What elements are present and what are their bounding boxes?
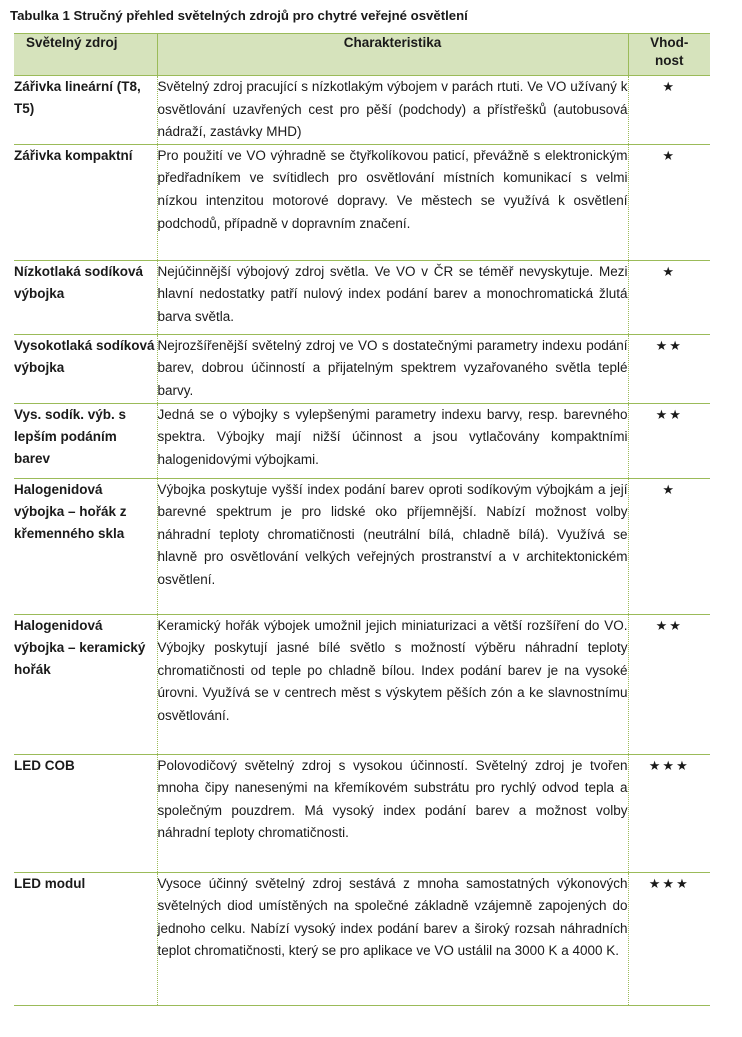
star-rating: ★★★ (628, 872, 710, 1005)
star-rating: ★★ (628, 614, 710, 754)
header-source: Světelný zdroj (14, 34, 157, 76)
table-row (14, 144, 710, 260)
table-row (14, 478, 710, 614)
star-rating: ★ (628, 76, 710, 145)
row-source: Vys. sodík. výb. s lepším podáním barev (14, 403, 157, 478)
row-source: LED COB (14, 754, 157, 872)
table-row (14, 614, 710, 754)
header-characteristic: Charakteristika (157, 34, 628, 76)
star-rating: ★★★ (628, 754, 710, 872)
light-sources-table (14, 33, 710, 1006)
row-description: Polovodičový světelný zdroj s vysokou účinností. Světelný zdroj je tvořen mnoha čipy nanesenými na křemíkovém substrátu pro rychlý odvod tepla a společným pouzdrem. Má vysoký index podání barev a možnost volby náhradní teploty chromatičnosti. (157, 754, 628, 872)
row-source: Zářivka kompaktní (14, 144, 157, 260)
table-row (14, 754, 710, 872)
table-row (14, 872, 710, 1005)
table-caption: Tabulka 1 Stručný přehled světelných zdrojů pro chytré veřejné osvětlení (10, 8, 468, 23)
row-description: Jedná se o výbojky s vylepšenými parametry indexu barvy, resp. barevného spektra. Výbojky mají nižší účinnost a jsou vytlačovány kompaktními halogenidovými výbojkami. (157, 403, 628, 478)
star-rating: ★★ (628, 334, 710, 403)
row-description: Pro použití ve VO výhradně se čtyřkolíkovou paticí, převážně s elektronickým předřadníkem ve svítidlech pro osvětlování místních komunikací s velmi nízkou intenzitou motorové dopravy. Ve městech se využívá k osvětlení podchodů, případně v dopravním značení. (157, 144, 628, 260)
table-row (14, 260, 710, 334)
row-source: Halogenidová výbojka – keramický hořák (14, 614, 157, 754)
table-header-row (14, 34, 710, 76)
table-row (14, 76, 710, 145)
row-description: Světelný zdroj pracující s nízkotlakým výbojem v parách rtuti. Ve VO užívaný k osvětlování uzavřených cest pro pěší (podchody) a přístřešků (autobusová nádraží, zastávky MHD) (157, 76, 628, 145)
star-rating: ★ (628, 144, 710, 260)
row-source: Vysokotlaká sodíková výbojka (14, 334, 157, 403)
row-description: Nejrozšířenější světelný zdroj ve VO s dostatečnými parametry indexu podání barev, dobrou účinností a přijatelným spektrem vyzařovaného světla teplé barvy. (157, 334, 628, 403)
header-suitability: Vhod- nost (628, 34, 710, 76)
row-description: Keramický hořák výbojek umožnil jejich miniaturizaci a větší rozšíření do VO. Výbojky poskytují jasné bílé světlo s možností výběru náhradní teploty chromatičnosti od teple po chladně bílou. Index podání barev je na vysoké úrovni. Využívá se v centrech měst s výskytem pěších zón a ke slavnostnímu osvětlování. (157, 614, 628, 754)
star-rating: ★ (628, 260, 710, 334)
row-source: LED modul (14, 872, 157, 1005)
row-description: Vysoce účinný světelný zdroj sestává z mnoha samostatných výkonových světelných diod umístěných na společné základně vzájemně zapojených do jednoho celku. Nabízí vysoký index podání barev a široký rozsah náhradních teplot chromatičnosti, který se pro aplikace ve VO ustálil na 3000 K a 4000 K. (157, 872, 628, 1005)
row-source: Nízkotlaká sodíková výbojka (14, 260, 157, 334)
table-row (14, 334, 710, 403)
row-description: Výbojka poskytuje vyšší index podání barev oproti sodíkovým výbojkám a její barevné spektrum je pro lidské oko příjemnější. Nabízí možnost volby náhradní teploty chromatičnosti (neutrální bílá, chladně bílá). Využívá se hlavně pro osvětlování velkých veřejných prostranství a v architektonickém osvětlení. (157, 478, 628, 614)
row-source: Halogenidová výbojka – hořák z křemenného skla (14, 478, 157, 614)
star-rating: ★ (628, 478, 710, 614)
row-source: Zářivka lineární (T8, T5) (14, 76, 157, 145)
star-rating: ★★ (628, 403, 710, 478)
row-description: Nejúčinnější výbojový zdroj světla. Ve VO v ČR se téměř nevyskytuje. Mezi hlavní nedostatky patří nulový index podání barev a monochromatická žlutá barva světla. (157, 260, 628, 334)
table-row (14, 403, 710, 478)
